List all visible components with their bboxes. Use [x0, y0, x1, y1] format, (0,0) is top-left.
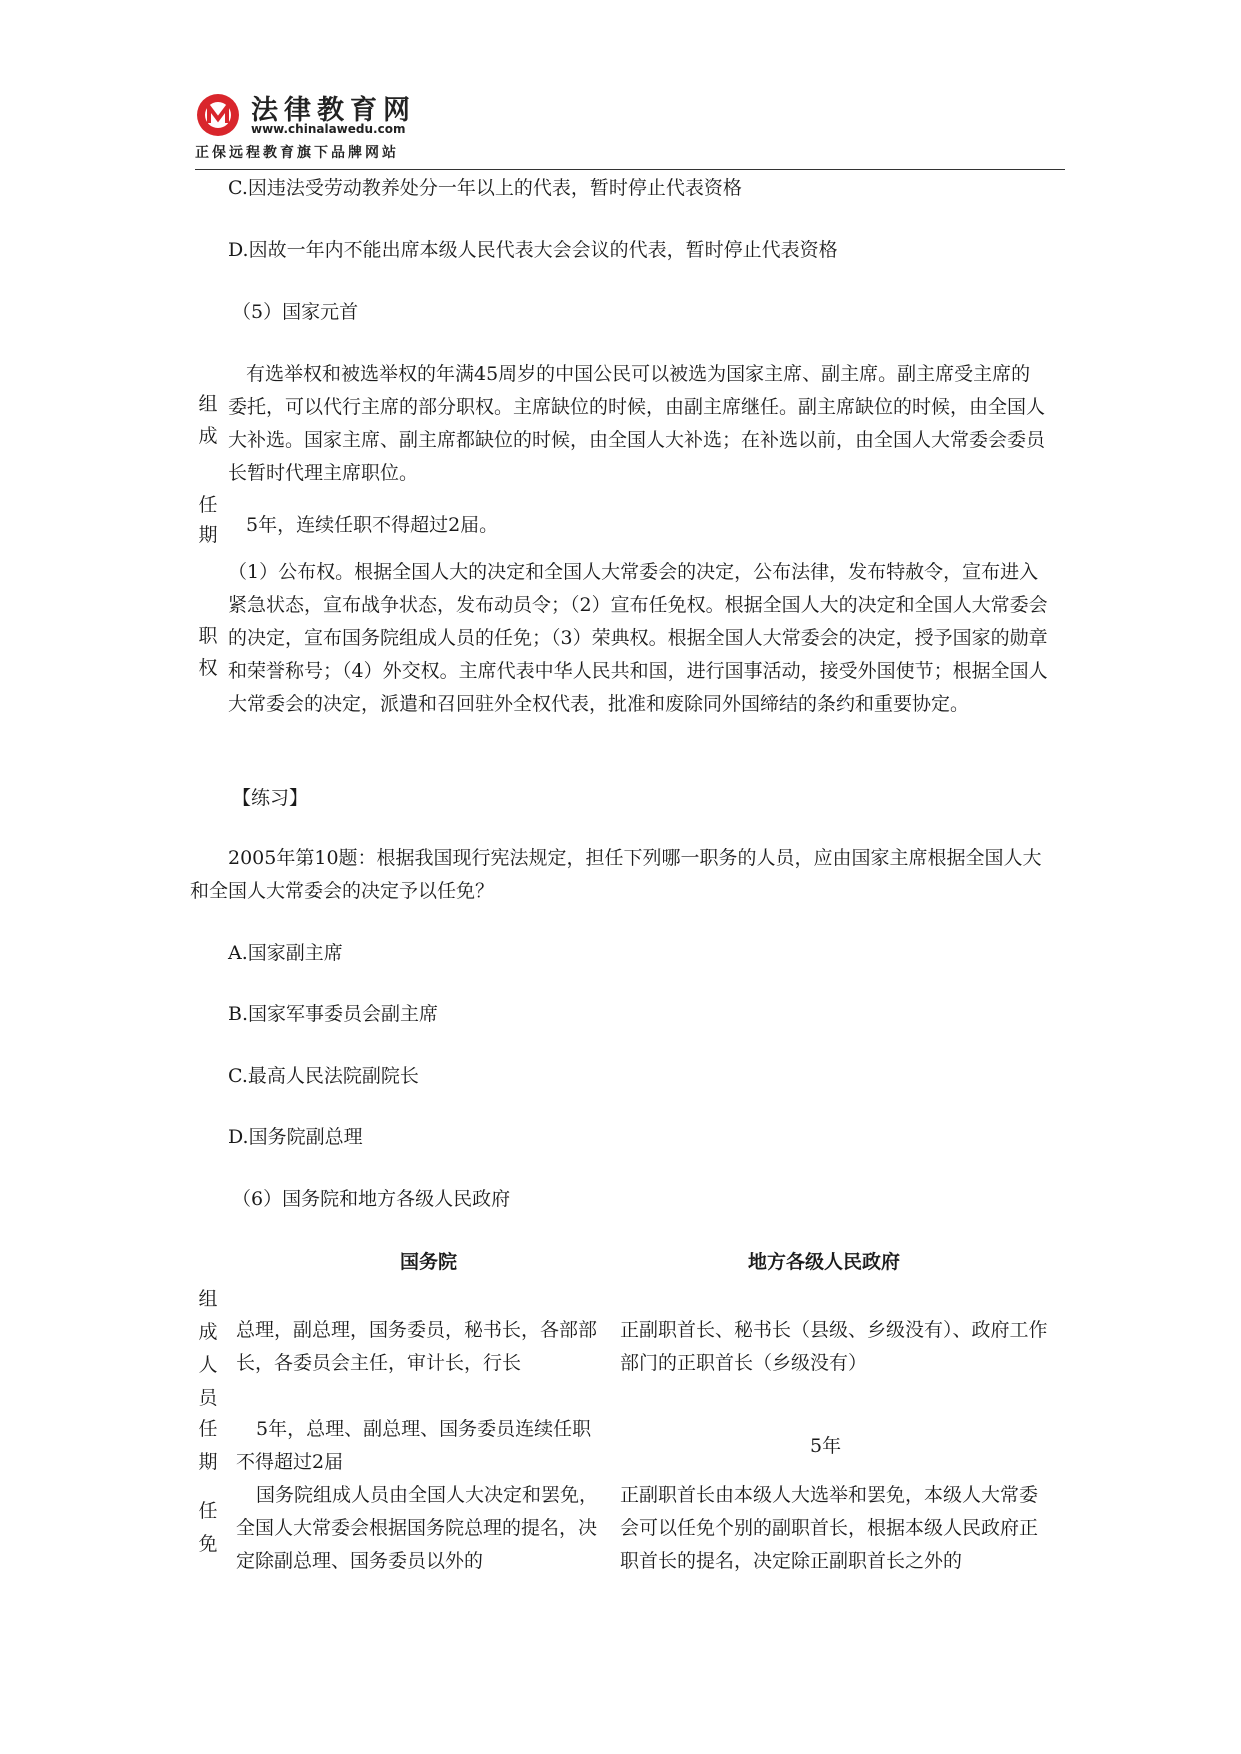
section-heading-government: （6）国务院和地方各级人民政府	[232, 1188, 511, 1210]
option-c: C.因违法受劳动教养处分一年以上的代表，暂时停止代表资格	[228, 177, 742, 199]
powers-text: （1）公布权。根据全国人大的决定和全国人大常委会的决定，公布法律，发布特赦令，宣布进入紧急状态，宣布战争状态，发布动员令；（2）宣布任免权。根据全国人大的决定和全国人大常委会的决定，宣布国务院组成人员的任免；（3）荣典权。根据全国人大常委会的决定，授予国家的勋章和荣誉称号；（4）外交权。主席代表中华人民共和国，进行国事活动，接受外国使节；根据全国人大常委会的决定，派遣和召回驻外全权代表，批准和废除同外国缔结的条约和重要协定。	[228, 561, 1048, 715]
answer-option-c: C.最高人民法院副院长	[228, 1065, 419, 1087]
row-label-appointment: 任免	[198, 1500, 218, 1555]
composition-text: 有选举权和被选举权的年满45周岁的中国公民可以被选为国家主席、副主席。副主席受主席的委托，可以代行主席的部分职权。主席缺位的时候，由副主席继任。副主席缺位的时候，由全国人大补选。国家主席、副主席都缺位的时候，由全国人大补选；在补选以前，由全国人大常委会委员长暂时代理主席职位。	[228, 363, 1046, 484]
site-url[interactable]: www.chinalawedu.com	[251, 122, 406, 136]
row-label-members: 组成人员	[198, 1288, 218, 1409]
appointment-state-council: 国务院组成人员由全国人大决定和罢免，全国人大常委会根据国务院总理的提名，决定除副总理、国务委员以外的	[236, 1484, 599, 1572]
logo-icon	[195, 92, 241, 138]
row-label-composition: 组成	[198, 393, 218, 447]
members-state-council: 总理，副总理，国务委员，秘书长，各部部长，各委员会主任，审计长，行长	[236, 1319, 598, 1374]
answer-option-b: B.国家军事委员会副主席	[228, 1003, 439, 1025]
site-brand: 法律教育网	[251, 95, 416, 126]
row-label-term: 任期	[198, 494, 218, 546]
term-state-council: 5年，总理、副总理、国务委员连续任职不得超过2届	[236, 1418, 592, 1473]
answer-option-a: A.国家副主席	[228, 942, 343, 964]
table-header-state-council: 国务院	[400, 1251, 458, 1273]
term-local-government: 5年	[810, 1435, 842, 1457]
appointment-local-government: 正副职首长由本级人大选举和罢免，本级人大常委会可以任免个别的副职首长，根据本级人民政府正职首长的提名，决定除正副职首长之外的	[620, 1484, 1039, 1572]
table-header-local-government: 地方各级人民政府	[748, 1251, 901, 1273]
practice-question: 2005年第10题：根据我国现行宪法规定，担任下列哪一职务的人员，应由国家主席根据全国人大和全国人大常委会的决定予以任免？	[190, 847, 1042, 902]
header-divider	[195, 169, 1065, 170]
row-label-powers: 职权	[198, 625, 218, 679]
option-d: D.因故一年内不能出席本级人民代表大会会议的代表，暂时停止代表资格	[228, 239, 838, 261]
answer-option-d: D.国务院副总理	[228, 1126, 363, 1148]
site-slogan: 正保远程教育旗下品牌网站	[195, 145, 399, 161]
site-header	[195, 88, 1065, 171]
row-label-term-gov: 任期	[198, 1418, 218, 1473]
practice-heading: 【练习】	[232, 787, 309, 809]
members-local-government: 正副职首长、秘书长（县级、乡级没有）、政府工作部门的正职首长（乡级没有）	[620, 1319, 1048, 1374]
section-heading-head-of-state: （5）国家元首	[232, 301, 359, 323]
term-text: 5年，连续任职不得超过2届。	[246, 514, 499, 536]
